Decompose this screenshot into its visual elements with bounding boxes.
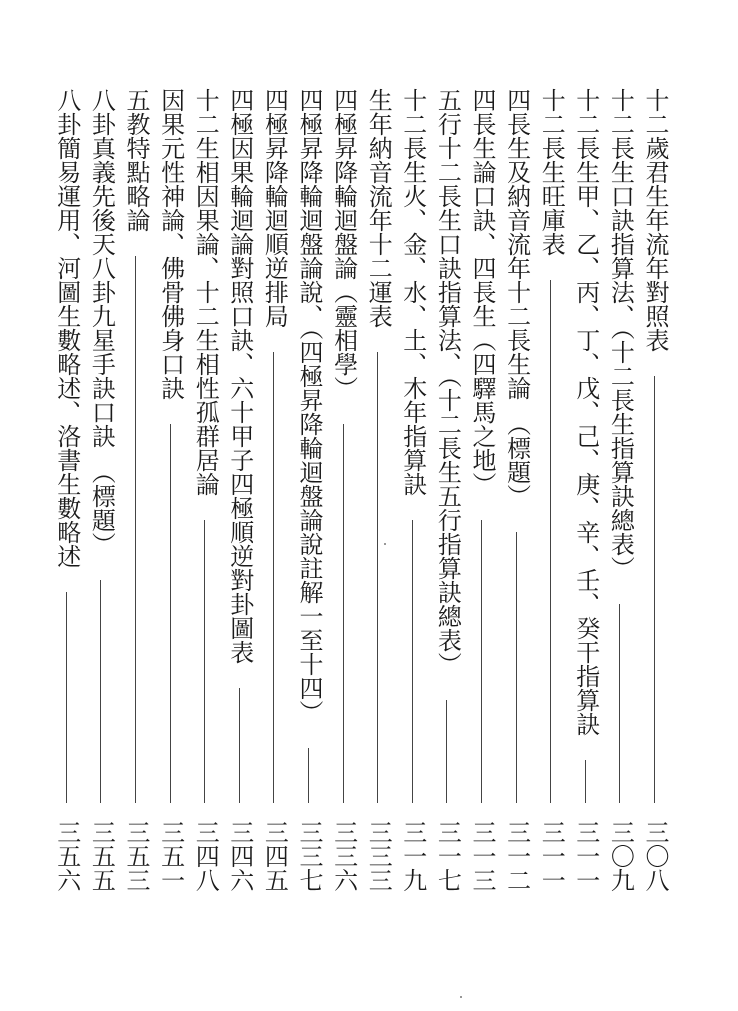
toc-entry [189, 88, 221, 898]
entry-title: 十二長生口訣指算法、（十二長生指算訣總表） [606, 88, 635, 580]
entry-title: 四極因果輪迴論對照口訣、六十甲子四極順逆對卦圖表 [225, 88, 254, 664]
toc-entry [570, 88, 602, 898]
toc-entry [397, 88, 429, 898]
toc-entry [120, 88, 152, 898]
entry-page-number: 三一七 [433, 820, 462, 892]
entry-title: 四長生及納音流年十二長生論 （標題） [502, 88, 531, 508]
scan-speck [384, 543, 386, 545]
toc-entry [293, 88, 325, 898]
toc-entry [639, 88, 671, 898]
toc-entry [51, 88, 83, 898]
entry-page-number: 三一一 [537, 820, 566, 892]
entry-page-number: 三一三 [468, 820, 496, 892]
entry-page-number: 三四五 [260, 820, 289, 892]
dotted-leader-line [343, 424, 344, 803]
entry-title: 十二長生火、金、水、土、木年指算訣 [398, 88, 427, 496]
entry-page-number: 三三七 [295, 820, 323, 892]
toc-entry [535, 88, 567, 898]
entry-title: 因果元性神論、佛骨佛身口訣 [156, 88, 185, 400]
toc-entry [362, 88, 394, 898]
dotted-leader-line [308, 748, 309, 803]
dotted-leader-line [550, 280, 551, 803]
dotted-leader-line [239, 688, 240, 803]
entry-page-number: 三三三 [364, 820, 393, 892]
entry-page-number: 三〇九 [606, 820, 635, 892]
scan-speck [460, 996, 462, 998]
entry-page-number: 三一二 [502, 820, 531, 892]
dotted-leader-line [619, 604, 620, 803]
toc-entry [258, 88, 290, 898]
dotted-leader-line [170, 424, 171, 803]
toc-entry [155, 88, 187, 898]
toc-entry [604, 88, 636, 898]
toc-entry [328, 88, 360, 898]
dotted-leader-line [585, 760, 586, 803]
dotted-leader-line [135, 256, 136, 803]
entry-page-number: 三五一 [156, 820, 185, 892]
entry-page-number: 三一九 [398, 820, 427, 892]
entry-title: 八卦真義先後天八卦九星手訣口訣 （標題） [87, 88, 116, 556]
entry-title: 五行十二長生口訣指算法、（十二長生五行指算訣總表） [433, 88, 462, 676]
entry-title: 十二長生旺庫表 [537, 88, 566, 256]
dotted-leader-line [204, 520, 205, 803]
toc-entry [431, 88, 463, 898]
dotted-leader-line [446, 700, 447, 803]
dotted-leader-line [66, 592, 67, 803]
entry-page-number: 三一一 [571, 820, 600, 892]
entry-title: 五教特點略論 [122, 88, 150, 232]
toc-entry [85, 88, 117, 898]
dotted-leader-line [377, 352, 378, 803]
entry-title: 生年納音流年十二運表 [364, 88, 393, 328]
entry-title: 八卦簡易運用、河圖生數略述、洛書生數略述 [52, 88, 81, 568]
dotted-leader-line [273, 352, 274, 803]
entry-title: 四極昇降輪迴盤論說、（四極昇降輪迴盤論說註解一至十四） [295, 88, 323, 724]
entry-title: 四極昇降輪迴盤論（靈相學） [329, 88, 358, 400]
dotted-leader-line [481, 520, 482, 803]
entry-page-number: 三三六 [329, 820, 358, 892]
entry-page-number: 三四八 [191, 820, 220, 892]
entry-page-number: 三五三 [122, 820, 150, 892]
dotted-leader-line [654, 376, 655, 803]
toc-entry [224, 88, 256, 898]
entry-title: 十二生相因果論、十二生相性孤群居論 [191, 88, 220, 496]
toc-entry [501, 88, 533, 898]
entry-title: 四極昇降輪迴順逆排局 [260, 88, 289, 328]
dotted-leader-line [516, 532, 517, 803]
entry-title: 十二歲君生年流年對照表 [641, 88, 669, 352]
toc-entry [466, 88, 498, 898]
dotted-leader-line [100, 580, 101, 803]
dotted-leader-line [412, 520, 413, 803]
entry-page-number: 三四六 [225, 820, 254, 892]
entry-title: 四長生論口訣、四長生（四驛馬之地） [468, 88, 496, 496]
entry-page-number: 三五五 [87, 820, 116, 892]
entry-title: 十二長生甲、乙、丙、丁、戊、己、庚、辛、壬、癸干指算訣 [571, 88, 600, 736]
entry-page-number: 三五六 [52, 820, 81, 892]
entry-page-number: 三〇八 [641, 820, 669, 892]
